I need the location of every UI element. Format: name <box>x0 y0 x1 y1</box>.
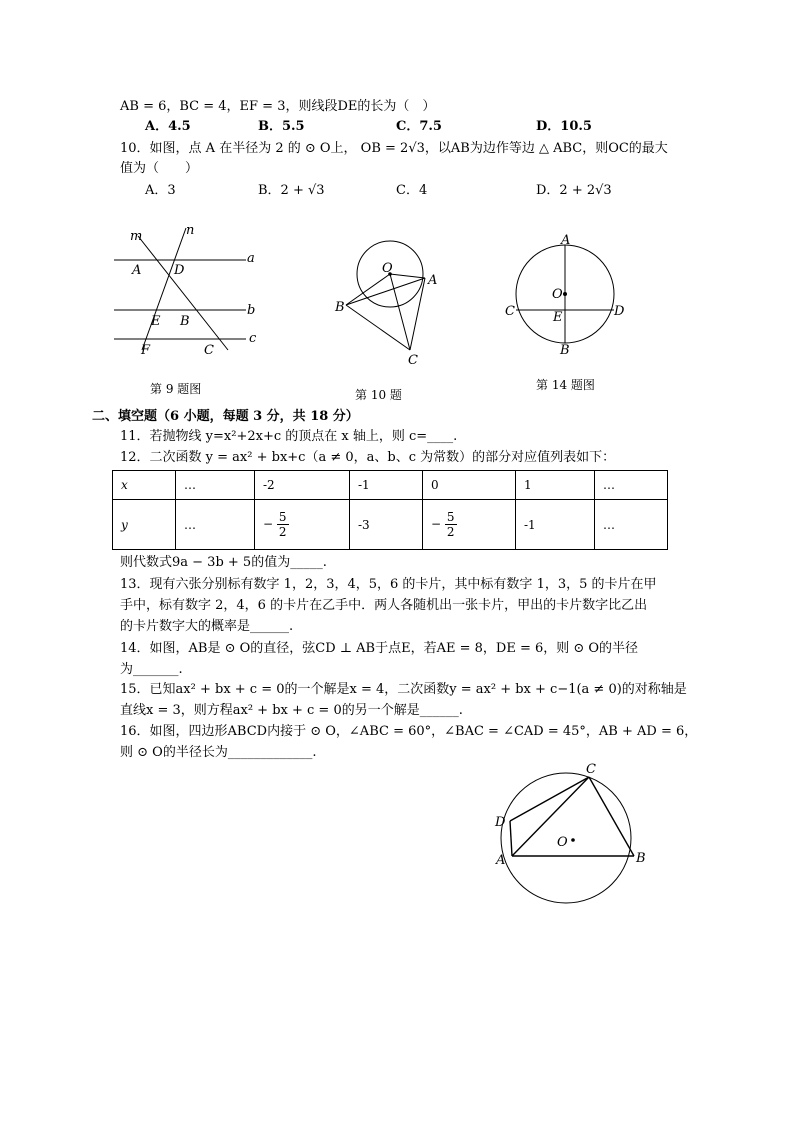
table-header-x: x <box>113 471 176 500</box>
q12-tail: 则代数式9a − 3b + 5的值为_____. <box>120 555 327 570</box>
fig10-label-A: A <box>428 273 438 288</box>
q9-option-c: C．7.5 <box>396 119 442 134</box>
q9-option-a: A．4.5 <box>145 119 191 134</box>
q15-line1: 15．已知ax² + bx + c = 0的一个解是x = 4，二次函数y = ax² + bx + c−1(a ≠ 0)的对称轴是 <box>120 682 687 697</box>
figure-16-diagram <box>490 760 660 910</box>
figure-14-caption: 第 14 题图 <box>536 378 595 392</box>
table-row-y <box>113 500 668 550</box>
q14-line2: 为_______. <box>120 662 183 677</box>
q10-option-d: D．2 + 2√3 <box>536 183 612 198</box>
fig9-label-A: A <box>132 263 142 278</box>
fig9-label-c: c <box>249 331 257 346</box>
q14-line1: 14．如图，AB是 ⊙ O的直径，弦CD ⊥ AB于点E，若AE = 8，DE = 6，则 ⊙ O的半径 <box>120 641 639 656</box>
figure-9-diagram <box>100 222 270 362</box>
q15-line2: 直线x = 3，则方程ax² + bx + c = 0的另一个解是______. <box>120 703 463 718</box>
q13-line3: 的卡片数字大的概率是______. <box>120 619 294 634</box>
table-cell: … <box>176 500 255 550</box>
q10-option-a: A．3 <box>145 183 176 198</box>
fig16-label-O: O <box>557 835 568 850</box>
q10-stem-line1: 10．如图，点 A 在半径为 2 的 ⊙ O上， OB = 2√3，以AB为边作等边 △ ABC，则OC的最大 <box>120 141 668 156</box>
fig10-label-O: O <box>382 261 393 276</box>
q16-line1: 16．如图，四边形ABCD内接于 ⊙ O，∠ABC = 60°，∠BAC = ∠CAD = 45°，AB + AD = 6， <box>120 724 698 739</box>
fig14-label-E: E <box>553 310 563 325</box>
figure-9-caption: 第 9 题图 <box>150 382 202 396</box>
q13-line2: 手中，标有数字 2，4，6 的卡片在乙手中．两人各随机出一张卡片，甲出的卡片数字比乙出 <box>120 598 648 613</box>
q12-stem: 12．二次函数 y = ax² + bx+c（a ≠ 0，a、b、c 为常数）的部分对应值列表如下： <box>120 450 616 465</box>
figure-10-diagram <box>330 232 450 372</box>
fig9-label-n: n <box>186 223 195 238</box>
fig9-label-E: E <box>151 314 161 329</box>
q9-stem-tail: AB = 6，BC = 4，EF = 3，则线段DE的长为（ ） <box>120 99 436 114</box>
q11-stem: 11．若抛物线 y=x²+2x+c 的顶点在 x 轴上，则 c=____. <box>120 429 458 444</box>
q10-option-b: B．2 + √3 <box>258 183 325 198</box>
table-cell-fraction <box>255 500 350 550</box>
q12-value-table <box>112 470 668 550</box>
table-cell: -1 <box>350 471 423 500</box>
q9-option-b: B．5.5 <box>258 119 305 134</box>
fig14-label-O: O <box>552 287 563 302</box>
table-cell: 0 <box>423 471 516 500</box>
q13-line1: 13．现有六张分别标有数字 1，2，3，4，5，6 的卡片，其中标有数字 1，3，5 的卡片在甲 <box>120 577 657 592</box>
fraction-display: − $\frac{5}{2}$ <box>431 510 455 539</box>
fig16-label-D: D <box>495 815 506 830</box>
fig14-label-A: A <box>561 233 571 248</box>
fraction-display: − $\frac{5}{2}$ <box>263 510 287 539</box>
fig14-label-C: C <box>505 304 515 319</box>
fig14-label-D: D <box>614 304 625 319</box>
fig9-label-F: F <box>141 343 151 358</box>
table-cell: 1 <box>516 471 595 500</box>
fig9-label-D: D <box>174 263 185 278</box>
table-cell: … <box>176 471 255 500</box>
fig10-label-B: B <box>335 300 345 315</box>
q10-stem-line2: 值为（ ） <box>120 161 199 176</box>
section-fill-in-heading: 二、填空题（6 小题，每题 3 分，共 18 分） <box>92 409 359 424</box>
fig14-label-B: B <box>560 343 570 358</box>
fig9-label-b: b <box>247 303 256 318</box>
table-cell: -1 <box>516 500 595 550</box>
fig16-label-C: C <box>586 762 596 777</box>
figure-10-caption: 第 10 题 <box>355 388 402 402</box>
q10-option-c: C．4 <box>396 183 428 198</box>
q9-option-d: D．10.5 <box>536 119 592 134</box>
table-cell: -3 <box>350 500 423 550</box>
fig16-label-B: B <box>636 851 646 866</box>
table-cell: … <box>595 500 668 550</box>
figure-14-diagram <box>500 230 630 360</box>
fig9-label-B: B <box>180 314 190 329</box>
table-cell: … <box>595 471 668 500</box>
fig16-label-A: A <box>496 853 506 868</box>
fig10-label-C: C <box>408 353 418 368</box>
q16-line2: 则 ⊙ O的半径长为_____________. <box>120 745 317 760</box>
fig9-label-m: m <box>130 229 143 244</box>
table-header-y: y <box>113 500 176 550</box>
table-row-x <box>113 471 668 500</box>
fig9-label-a: a <box>247 251 255 266</box>
table-cell: -2 <box>255 471 350 500</box>
fig9-label-C: C <box>204 343 214 358</box>
table-cell-fraction <box>423 500 516 550</box>
